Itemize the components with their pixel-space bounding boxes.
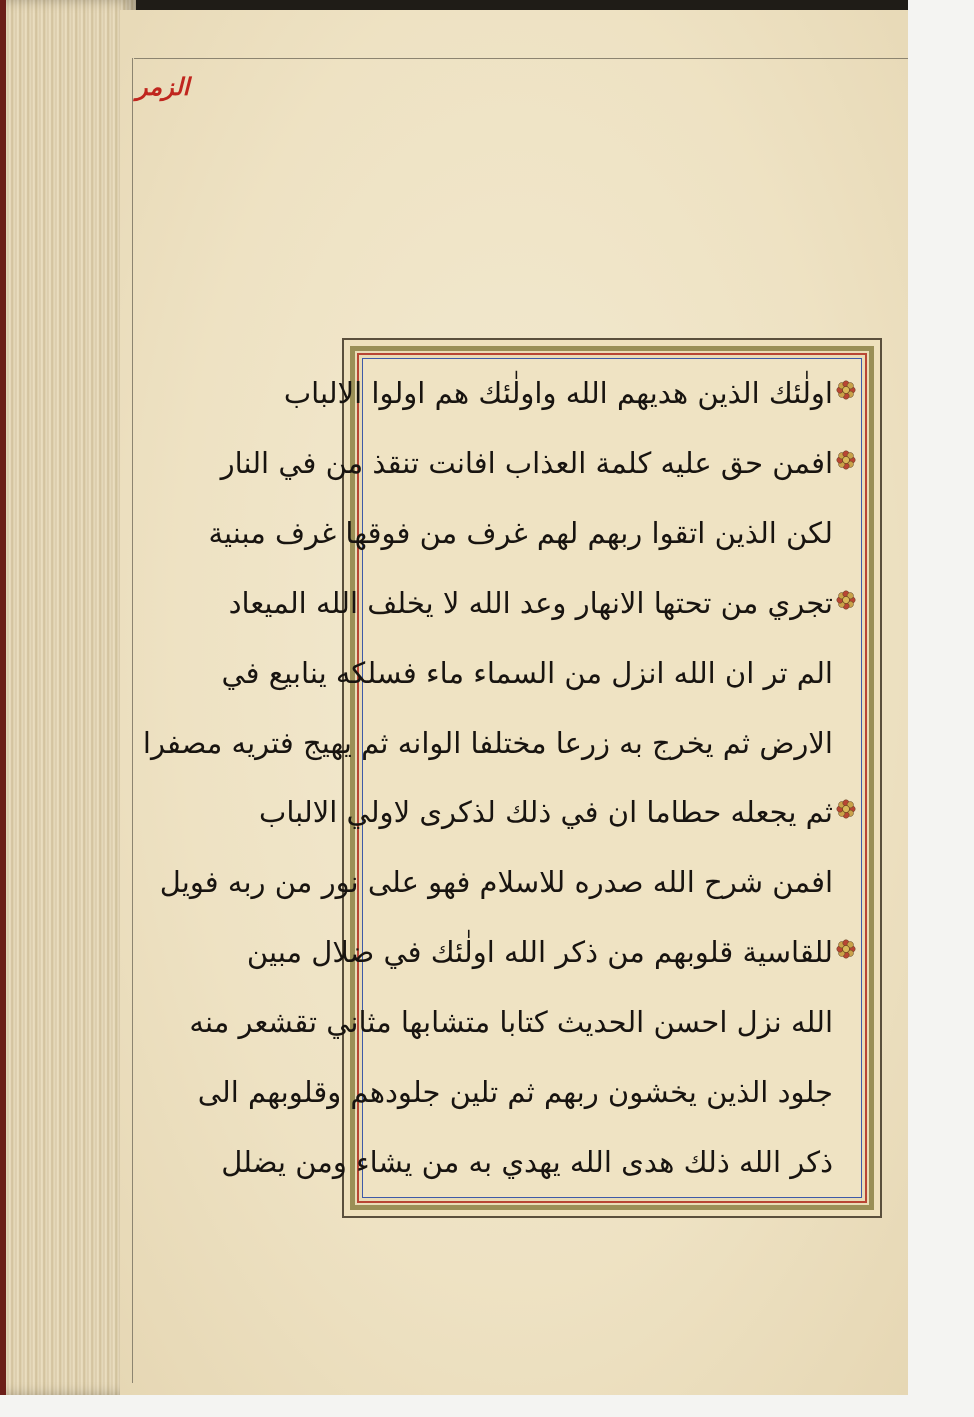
verse-text: افمن حق عليه كلمة العذاب افانت تنقذ من في النار xyxy=(220,445,833,480)
sura-title: الزمر xyxy=(136,72,190,101)
text-block-frame xyxy=(142,338,882,1218)
verse-text: الله نزل احسن الحديث كتابا متشابها مثاني تقشعر منه xyxy=(189,1005,833,1040)
verse-text: تجري من تحتها الانهار وعد الله لا يخلف الله الميعاد xyxy=(228,585,833,620)
verse-text: افمن شرح الله صدره للاسلام فهو على نور من ربه فويل xyxy=(159,865,833,900)
text-block xyxy=(142,358,862,1198)
verse-text: ذكر الله ذلك هدى الله يهدي به من يشاء ومن يضلل xyxy=(221,1144,833,1179)
text-line xyxy=(228,575,857,632)
verse-text: لكن الذين اتقوا ربهم لهم غرف من فوقها غرف مبنية xyxy=(208,515,833,550)
book-page-edges xyxy=(0,0,136,1395)
text-line xyxy=(220,435,857,492)
text-line xyxy=(208,505,857,562)
text-line xyxy=(283,365,857,422)
text-line xyxy=(159,854,857,911)
text-line xyxy=(221,1134,857,1191)
text-line xyxy=(142,715,857,772)
verse-text: اولٰئك الذين هديهم الله واولٰئك هم اولوا الالباب xyxy=(283,376,833,410)
verse-marker-rosette-icon xyxy=(835,589,857,611)
verse-marker-rosette-icon xyxy=(835,798,857,820)
text-line xyxy=(221,645,857,702)
verse-text: جلود الذين يخشون ربهم ثم تلين جلودهم وقلوبهم الى xyxy=(197,1075,833,1110)
manuscript-page xyxy=(120,10,908,1395)
verse-text: الارض ثم يخرج به زرعا مختلفا الوانه ثم يهيج فتريه مصفرا xyxy=(142,725,833,760)
verse-marker-rosette-icon xyxy=(835,379,857,401)
text-line xyxy=(189,994,857,1051)
page-rule-left xyxy=(132,58,133,1383)
text-line xyxy=(197,1064,857,1121)
verse-marker-rosette-icon xyxy=(835,449,857,471)
verse-text: الم تر ان الله انزل من السماء ماء فسلكه ينابيع في xyxy=(221,655,833,690)
page-rule-top xyxy=(134,58,908,59)
text-line xyxy=(259,784,857,841)
text-line xyxy=(246,924,857,981)
verse-marker-rosette-icon xyxy=(835,938,857,960)
verse-text: للقاسية قلوبهم من ذكر الله اولٰئك في ضلال مبين xyxy=(246,935,833,970)
verse-text: ثم يجعله حطاما ان في ذلك لذكرى لاولي الالباب xyxy=(259,795,833,830)
